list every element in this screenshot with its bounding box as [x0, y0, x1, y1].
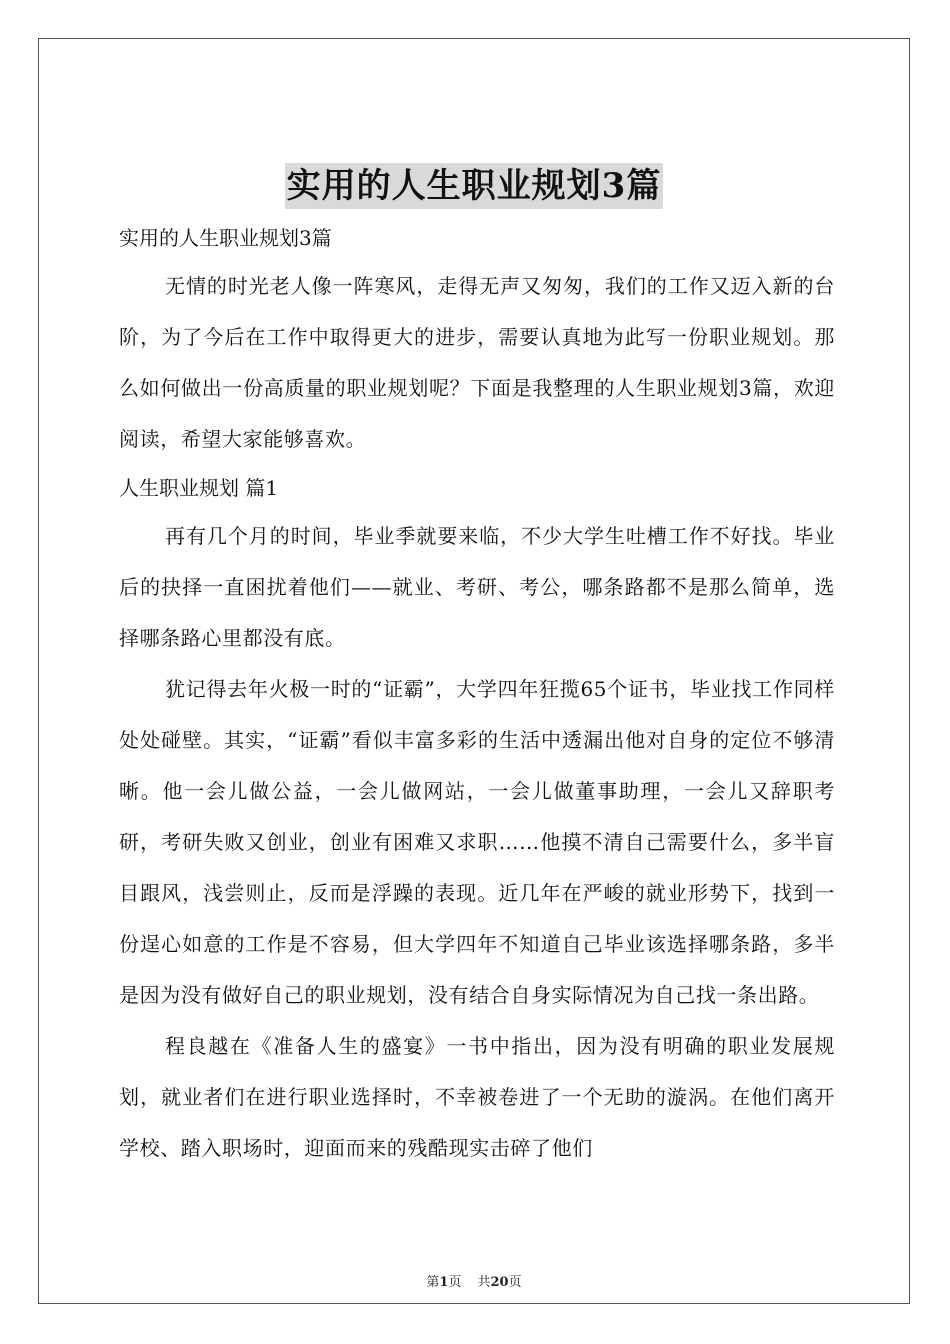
document-body [119, 215, 835, 1174]
page-prefix: 第 [426, 1275, 440, 1290]
document-title: 实用的人生职业规划3篇 [285, 163, 664, 209]
document-page [38, 38, 910, 1304]
current-page-number: 1 [439, 1275, 449, 1290]
section-heading: 人生职业规划 篇1 [119, 476, 279, 500]
body-paragraph: 程良越在《准备人生的盛宴》一书中指出，因为没有明确的职业发展规划，就业者们在进行职业选择时，不幸被卷进了一个无助的漩涡。在他们离开学校、踏入职场时，迎面而来的残酷现实击碎了他们 [119, 1034, 835, 1160]
body-paragraph: 再有几个月的时间，毕业季就要来临，不少大学生吐槽工作不好找。毕业后的抉择一直困扰着他们——就业、考研、考公，哪条路都不是那么简单，选择哪条路心里都没有底。 [119, 524, 835, 650]
body-paragraph: 犹记得去年火极一时的“证霸”，大学四年狂揽65个证书，毕业找工作同样处处碰壁。其实，“证霸”看似丰富多彩的生活中透漏出他对自身的定位不够清晰。他一会儿做公益，一会儿做网站，一会儿做董事助理，一会儿又辞职考研，考研失败又创业，创业有困难又求职……他摸不清自己需要什么，多半盲目跟风，浅尝则止，反而是浮躁的表现。近几年在严峻的就业形势下，找到一份逞心如意的工作是不容易，但大学四年不知道自己毕业该选择哪条路，多半是因为没有做好自己的职业规划，没有结合自身实际情况为自己找一条出路。 [119, 677, 835, 1007]
title-wrap [39, 163, 909, 209]
intro-paragraph: 无情的时光老人像一阵寒风，走得无声又匆匆，我们的工作又迈入新的台阶，为了今后在工作中取得更大的进步，需要认真地为此写一份职业规划。那么如何做出一份高质量的职业规划呢？下面是我整理的人生职业规划3篇，欢迎阅读，希望大家能够喜欢。 [119, 274, 835, 451]
page-mid: 页 [448, 1275, 462, 1290]
total-prefix: 共 [477, 1275, 491, 1290]
total-page-number: 20 [490, 1275, 509, 1290]
document-subtitle: 实用的人生职业规划3篇 [119, 226, 332, 250]
page-footer [39, 1271, 909, 1290]
total-suffix: 页 [508, 1275, 522, 1290]
